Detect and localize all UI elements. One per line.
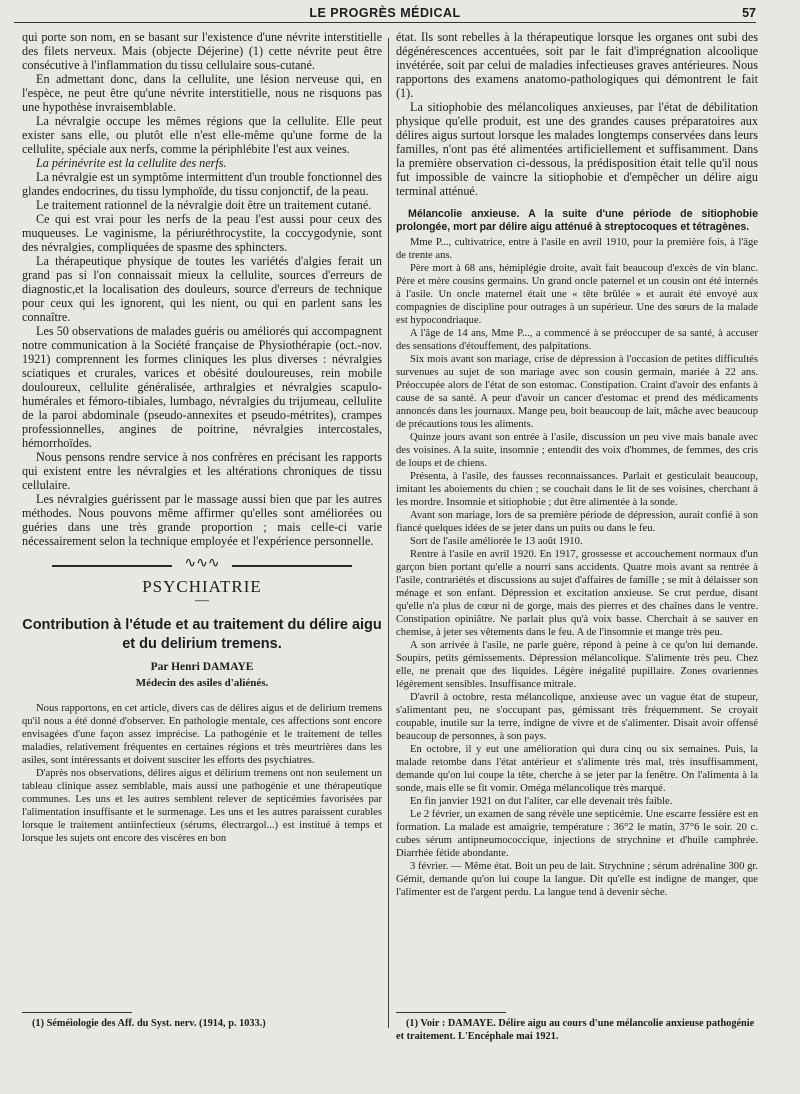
right-column — [396, 30, 758, 899]
paragraph: état. Ils sont rebelles à la thérapeutique lorsque les organes ont subi des dégénérescences accentuées, soit par le fait d'imprégnation alcoolique invétérée, soit par celui de maladies infectieuses graves antérieures. Nous rapportons des examens anatomo-pathologiques qui démontrent le fait (1). — [396, 30, 758, 100]
observation-paragraph: Le 2 février, un examen de sang révèle une septicémie. Une escarre fessière est en formation. La malade est amaigrie, température : 36°2 le matin, 37°6 le soir. 20 c. cubes sérum antipneumococcique, injections de strychnine et d'huile camphrée. Diarrhée fétide abondante. — [396, 809, 758, 859]
paragraph-italic: La périnévrite est la cellulite des nerfs. — [36, 156, 227, 170]
observation-paragraph: Quinze jours avant son entrée à l'asile, discussion un peu vive mais banale avec des voisines. A la suite, insomnie ; entendit des voix d'hommes, de femmes, des cris de loups et de chiens. — [396, 432, 758, 469]
observation-paragraph: Rentre à l'asile en avril 1920. En 1917, grossesse et accouchement normaux d'un garçon bien portant qu'elle a nourri sans accidents. Quatre mois avant sa rentrée à l'asile, contrariétés et discussions au sujet d'affaires de famille ; se mit à délaisser son ménage et son enfant. Dépression et excitation anxieuse. Se crut perdue, disant qu'elle n'a plus de cœur ni de gorge, mais des pierres et des chaînes dans le ventre. Constipation opiniâtre. Ne parlait plus qu'à voix basse. Cherchait à se sauver en chemise, à jeter ses vêtements dans le feu. A de l'insomnie et mange très peu. — [396, 549, 758, 638]
footnote: (1) Séméiologie des Aff. du Syst. nerv. (1914, p. 1033.) — [32, 1018, 266, 1029]
footnote: (1) Voir : DAMAYE. Délire aigu au cours d'une mélancolie anxieuse pathogénie et traitement. L'Encéphale mai 1921. — [396, 1018, 755, 1042]
section-title: PSYCHIATRIE — [142, 577, 262, 596]
article-author: Par Henri DAMAYE — [150, 661, 254, 673]
paragraph: Les 50 observations de malades guéris ou améliorés qui accompagnent notre communication à la Société française de Physiothérapie (oct.-nov. 1921) comprennent les formes cliniques les plus diverses : névralgies sciatiques et crurales, varices et obésité douloureuses, rein mobile douloureux, cellulite généralisée, arthralgies et névralgies scapulo-humérales et fémoro-tibiales, lumbago, névralgies du trijumeau, cellulite de la paroi abdominale (pseudo-annexites et pseudo-métrites), crampes professionnelles, angines de poitrine, névralgies intercostales, hémorrhoïdes. — [22, 324, 382, 450]
journal-title: LE PROGRÈS MÉDICAL — [309, 6, 461, 20]
paragraph: Nous pensons rendre service à nos confrères en précisant les rapports qui existent entre les névralgies et les altérations chroniques de tissu cellulaire. — [22, 450, 382, 492]
article-title: Contribution à l'étude et au traitement du délire aigu et du delirium tremens. — [22, 617, 382, 652]
section-dash: — — [195, 593, 209, 608]
observation-paragraph: 3 février. — Même état. Boit un peu de lait. Strychnine ; sérum adrénaline 300 gr. Gémit, demande qu'on lui coupe la langue. Dit qu'elle est indigne de manger, que l'alimenter est de l'argent perdu. La langue tend à devenir sèche. — [396, 861, 758, 898]
author-role: Médecin des asiles d'aliénés. — [135, 677, 269, 689]
right-footnote-area — [396, 1006, 758, 1043]
observation-title: Mélancolie anxieuse. A la suite d'une période de sitiophobie prolongée, mort par délire aigu atténué à streptocoques et tétragènes. — [396, 208, 758, 233]
footnote-rule — [22, 1012, 132, 1013]
paragraph: La névralgie est un symptôme intermittent d'un trouble fonctionnel des glandes endocrines, du tissu lymphoïde, du tissu conjonctif, de la peau. — [22, 170, 382, 198]
observation-paragraph: A l'âge de 14 ans, Mme P..., a commencé à se préoccuper de sa santé, à accuser des sensations d'étouffement, des palpitations. — [396, 328, 758, 352]
paragraph: D'après nos observations, délires aigus et délirium tremens ont non seulement un tableau clinique assez semblable, mais aussi une pathogénie et une thérapeutique communes. Les uns et les autres semblent relever de septicémies favorisées par l'alimentation insuffisante et le surmenage. Les uns et les autres paraissent curables lorsque le traitement antiinfectieux (sérums, électrargol...) est institué à temps et lorsque les sujets ont encore des viscères en bon — [22, 768, 382, 844]
page-number: 57 — [742, 6, 756, 20]
footnote-rule — [396, 1012, 506, 1013]
left-footnote-area — [22, 1006, 382, 1030]
paragraph: qui porte son nom, en se basant sur l'existence d'une névrite interstitielle des filets nerveux. Mais (objecte Déjerine) (1) cette névrite peut être consécutive à l'inflammation du tissu cellulaire sous-cutané. — [22, 30, 382, 72]
page-header — [14, 4, 756, 23]
section-ornament: ∿∿∿ — [52, 560, 352, 572]
paragraph: La thérapeutique physique de toutes les variétés d'algies ferait un grand pas si l'on connaissait mieux la cellulite, sources d'erreurs de diagnostic,et la localisation des douleurs, source d'erreurs de technique pour ceux qui les ignorent, qui les nient, ou qui en parlent sans les connaître. — [22, 254, 382, 324]
paragraph: Nous rapportons, en cet article, divers cas de délires aigus et de delirium tremens qu'il nous a été donné d'observer. En pathologie mentale, ces affections sont encore envisagées d'une façon assez imprécise. La pathogénie et le traitement de telles maladies, relativement fréquentes en certaines régions et très meurtrières dans les asiles, sont intéressants et doivent susciter les efforts des psychiatres. — [22, 703, 382, 766]
paragraph: Ce qui est vrai pour les nerfs de la peau l'est aussi pour ceux des muqueuses. Le vaginisme, la périuréthrocystite, la coccygodynie, sont des névralgies, compliquées de spasme des sphincters. — [22, 212, 382, 254]
left-column — [22, 30, 382, 845]
paragraph: Le traitement rationnel de la névralgie doit être un traitement cutané. — [36, 198, 372, 212]
observation-paragraph: Sort de l'asile améliorée le 13 août 1910. — [410, 536, 583, 547]
observation-paragraph: Mme P..., cultivatrice, entre à l'asile en avril 1910, pour la première fois, à l'âge de trente ans. — [396, 237, 758, 261]
observation-paragraph: A son arrivée à l'asile, ne parle guère, répond à peine à ce qu'on lui demande. Soupirs, petits gémissements. Dépression mélancolique. S'alimente très peu. Chez elle, ne prenait que des liquides. Légère inégalité pupillaire. Zones ovariennes légèrement sensibles. Insuffisance mitrale. — [396, 640, 758, 690]
observation-paragraph: En fin janvier 1921 on dut l'aliter, car elle devenait très faible. — [410, 796, 673, 807]
column-divider — [388, 38, 389, 1028]
paragraph: Les névralgies guérissent par le massage aussi bien que par les autres méthodes. Nous pouvons même affirmer qu'elles sont améliorées ou guéries dans une très grande proportion ; mais celle-ci varie nécessairement selon la technique employée et l'expérience personnelle. — [22, 492, 382, 548]
paragraph: En admettant donc, dans la cellulite, une lésion nerveuse qui, en l'espèce, ne peut être qu'une névrite interstitielle, nous ne risquons pas une hypothèse invraisemblable. — [22, 72, 382, 114]
observation-paragraph: En octobre, il y eut une amélioration qui dura cinq ou six semaines. Puis, la malade retombe dans l'état antérieur et s'alimente très mal, très insuffisamment, demande qu'on lui coupe la tête, cherche à se jeter par la fenêtre. On l'alimenta à la sonde, mais elle se fit vomir. Oméga mélancolique très marqué. — [396, 744, 758, 794]
observation-paragraph: Avant son mariage, lors de sa première période de dépression, aurait confié à son fiancé quelques idées de se jeter dans un puits ou dans le feu. — [396, 510, 758, 534]
paragraph: La névralgie occupe les mêmes régions que la cellulite. Elle peut exister sans elle, ou plutôt elle n'est elle-même qu'une forme de la cellulite, spéciale aux nerfs, comme la périphlébite l'est aux veines. — [22, 114, 382, 156]
paragraph: La sitiophobie des mélancoliques anxieuses, par l'état de débilitation physique qu'elle produit, est une des grandes causes préparatoires aux délires aigus surtout lorsque les malades longtemps conservées dans leurs familles, n'ont pas été alimentées artificiellement et suffisamment. Dans la première observation ci-dessous, la prédisposition était telle qu'il nous fut impossible de vaincre la sitiophobie et d'empêcher un délire aigu terminal atténué. — [396, 100, 758, 198]
observation-paragraph: D'avril à octobre, resta mélancolique, anxieuse avec un vague état de stupeur, s'alimentant peu, ne s'occupant pas, gémissant très fréquemment. Se croyait coupable, inutile sur la terre, indigne de vivre et de s'alimenter. Disait avoir offensé beaucoup de personnes, à son pays. — [396, 692, 758, 742]
observation-paragraph: Père mort à 68 ans, hémiplégie droite, avait fait beaucoup d'excès de vin blanc. Père et mère cousins germains. Un grand oncle paternel et un cousin ont été internés à l'asile. Un oncle maternel était une « tête brûlée » et aurait été envoyé aux compagnies de discipline pour outrages à un supérieur. Une des sœurs de la malade est hypocondriaque. — [396, 263, 758, 326]
observation-paragraph: Présenta, à l'asile, des fausses reconnaissances. Parlait et gesticulait beaucoup, imitant les aboiements du chien ; se couchait dans le lit de ses voisines, cherchant à les mordre. Insomnie et sitiophobie ; dut être alimentée à la sonde. — [396, 471, 758, 508]
observation-paragraph: Six mois avant son mariage, crise de dépression à l'occasion de petites difficultés survenues au sujet de son mariage avec son cousin germain, mariée à 22 ans. Préoccupée alors de l'état de son estomac. Constipation. Craint d'avoir des enfants à cause de sa santé. A peur d'avoir un cancer d'estomac et prend des médicaments annoncés dans les journaux. Mange peu, boit beaucoup de lait, mâche avec beaucoup de précautions tous les aliments. — [396, 354, 758, 430]
